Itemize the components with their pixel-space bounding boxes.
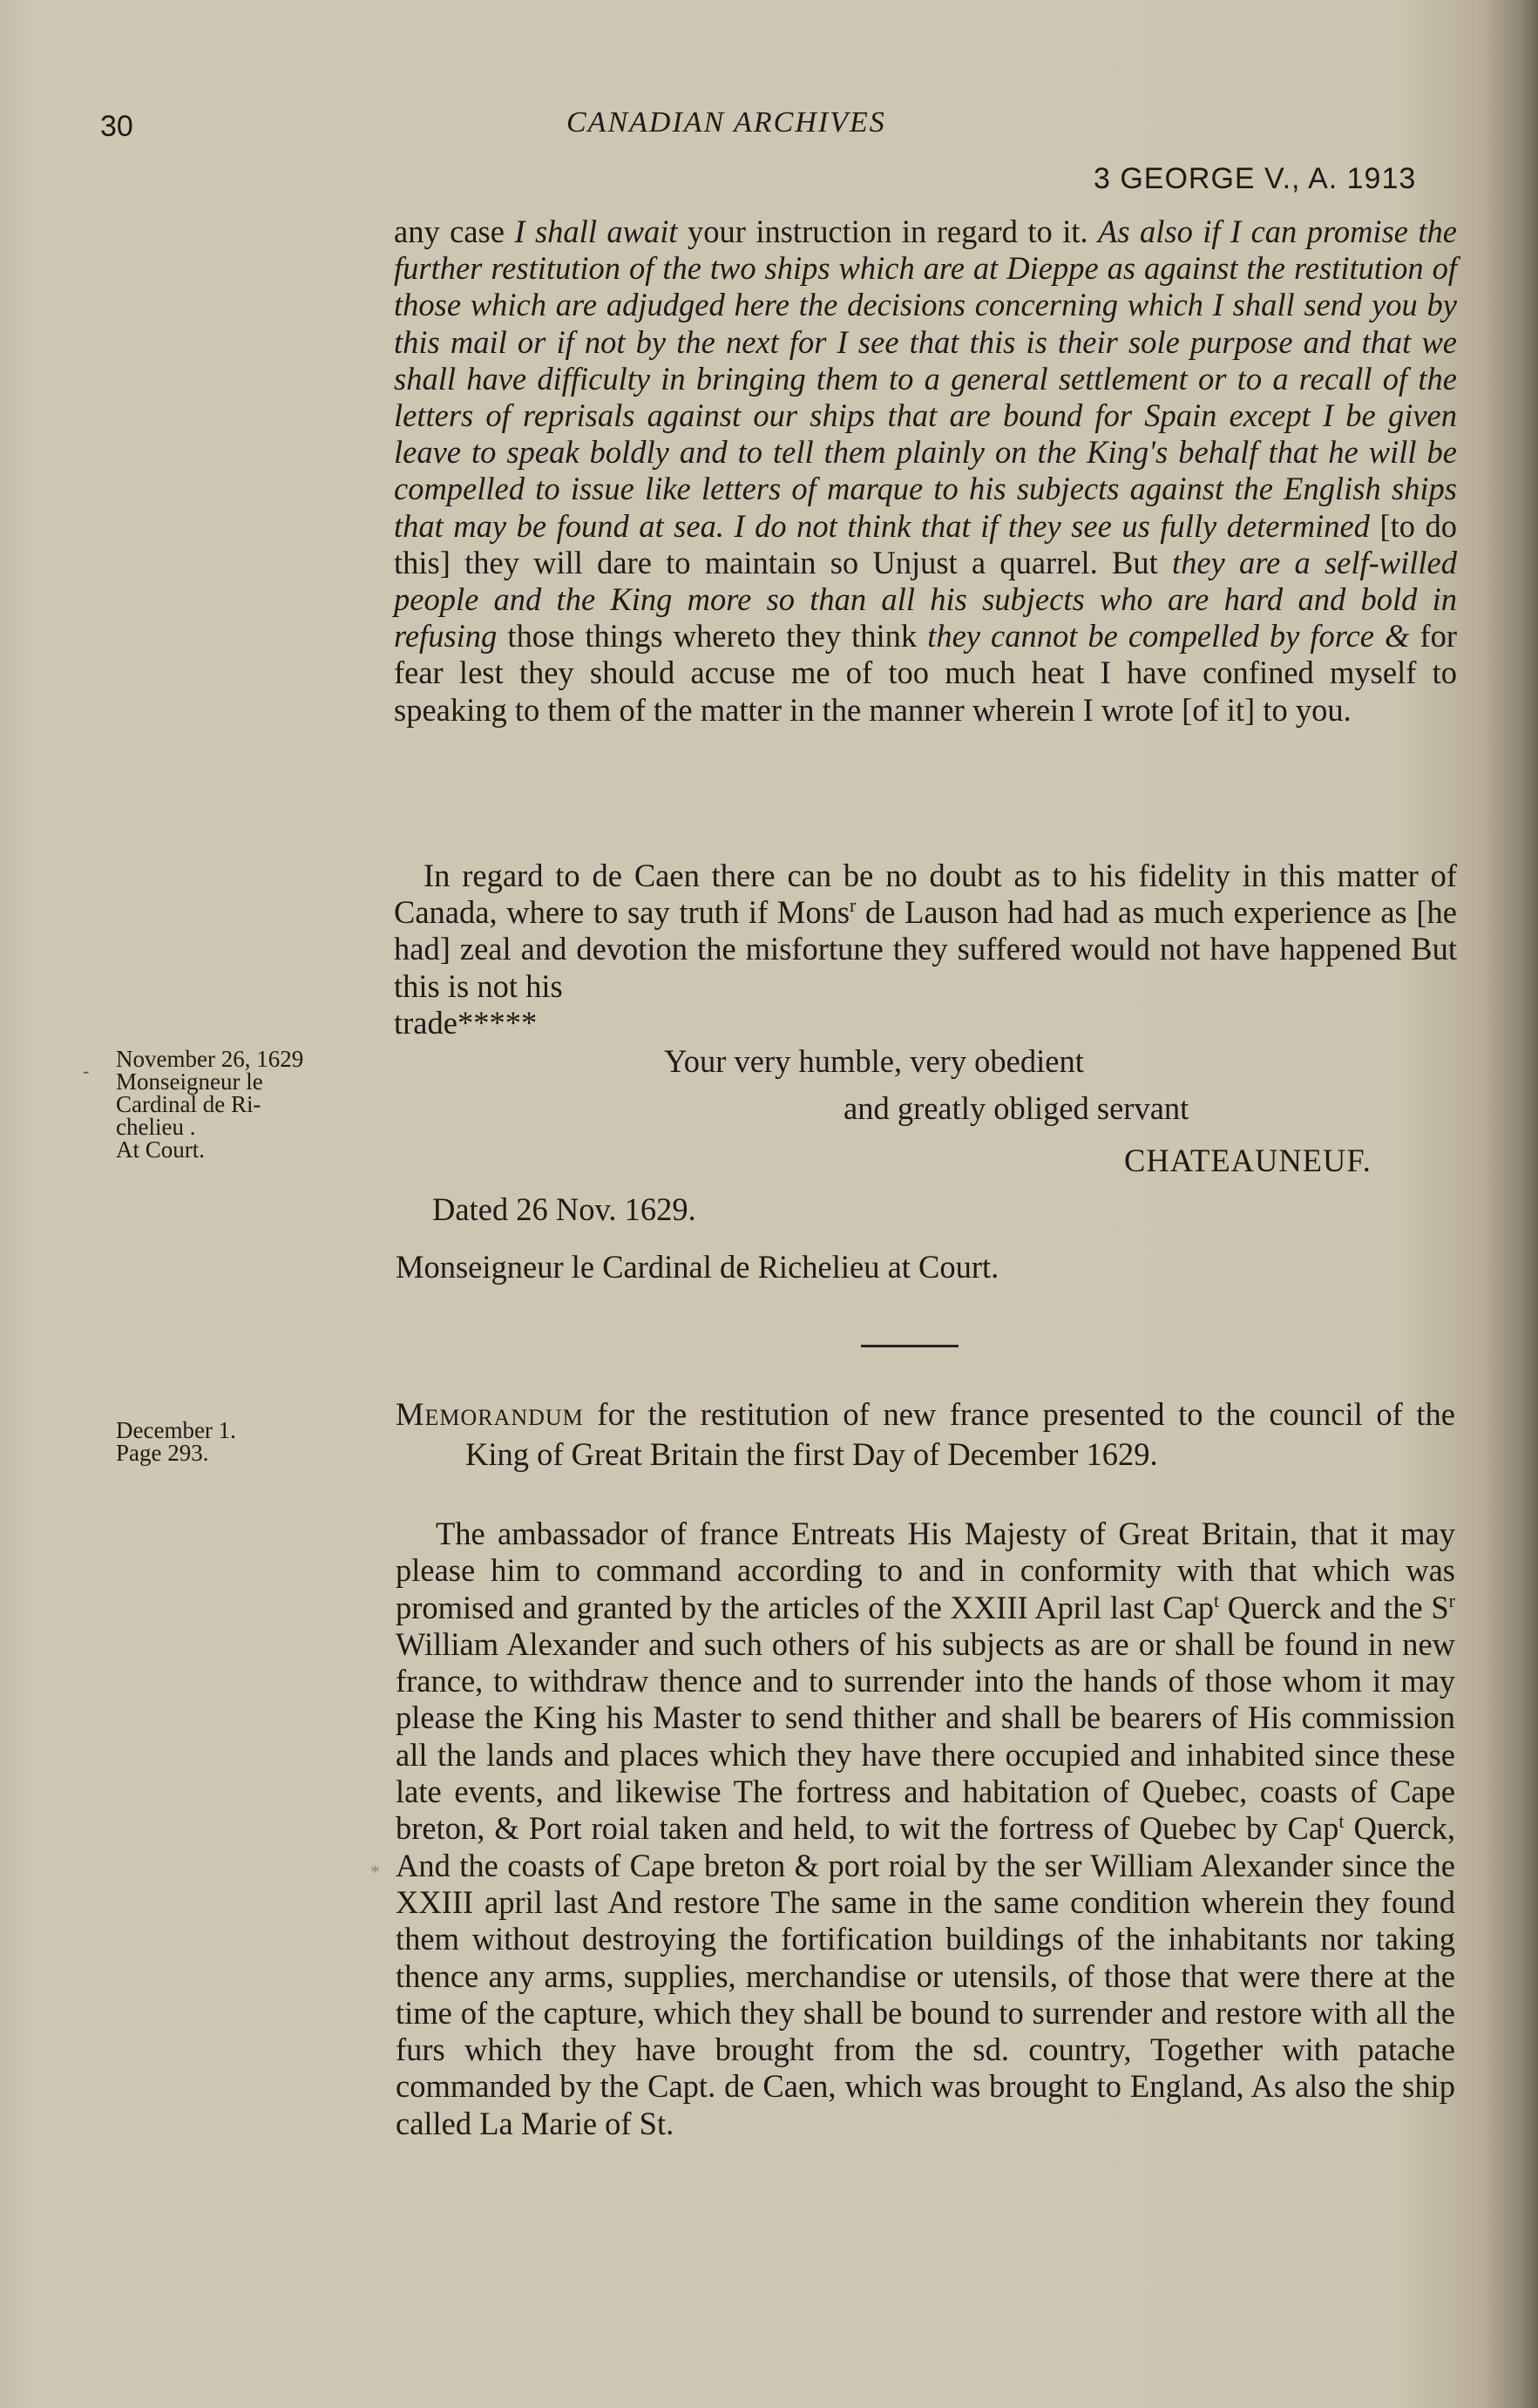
memo-text-2: Querck and the S (1219, 1589, 1449, 1625)
memorandum-heading (396, 1394, 1455, 1475)
closing-line-2: and greatly obliged servant (844, 1090, 1189, 1126)
paragraph-2-text-b: de Lauson had had as much experience as [he had] zeal and devotion the misfortune they suffered would not have happened But this is not his (394, 894, 1457, 1004)
memo-text-3: William Alexander and such others of his subjects as are or shall be found in new france, to withdraw thence and to surrender into the hands of those whom it may please the King his Master to send thither and shall be bearers of His commission all the lands and places which they have there occupied and inhabited since these late events, and likewise The fortress and habitation of Quebec, coasts of Cape breton, & Port roial taken and held, to wit the fortress of Quebec by Cap (396, 1625, 1455, 1847)
roman-text-run: for fear lest they should accuse me of too much heat I have confined myself to speaking to them of the matter in the manner wherein I wrote [of it] to you. (394, 618, 1458, 728)
memo-text-4: Querck, And the coasts of Cape breton & port roial by the ser William Alexander since the XXIII april last And restore The same in the same condition wherein they found them without destroying the fortification buildings of the inhabitants nor taking thence any arms, supplies, merchandise or utensils, of those that were there at the time of the capture, which they shall be bound to surrender and restore with all the furs which they have brought from the sd. country, Together with patache commanded by the Capt. de Caen, which was brought to England, As also the ship called La Marie of St. (396, 1810, 1456, 2141)
superscript-t: t (1214, 1589, 1220, 1611)
letter-paragraph-2 (394, 858, 1457, 1041)
margin-tick-mark: ‑ (83, 1060, 90, 1082)
margin-note-november (116, 1048, 377, 1161)
italic-text-run: they cannot be compelled by force & (927, 618, 1410, 655)
roman-text-run: your instruction in regard to it. (677, 214, 1099, 249)
dated-line: Dated 26 Nov. 1629. (432, 1191, 696, 1227)
italic-text-run: I shall await (514, 214, 678, 249)
memorandum-label: Memorandum (396, 1396, 584, 1432)
margin-note-december (116, 1419, 342, 1464)
italic-text-run: they are a self-willed people and the King more so than all his subjects who are hard and bold in refusing (394, 544, 1458, 655)
margin-note-line: Monseigneur le (116, 1068, 263, 1095)
memo-text-1: The ambassador of france Entreats His Majesty of Great Britain, that it may please him to command according to and in conformity with that which was promised and granted by the articles of the XXIII April last Cap (396, 1516, 1455, 1625)
session-reference: 3 GEORGE V., A. 1913 (1094, 162, 1417, 195)
paragraph-2-text-a: In regard to de Caen there can be no doubt as to his fidelity in this matter of Canada, where to say truth if Mons (394, 858, 1457, 931)
memorandum-body (396, 1516, 1455, 2142)
section-divider (861, 1345, 959, 1347)
address-line: Monseigneur le Cardinal de Richelieu at Court. (396, 1249, 999, 1285)
paragraph-2-trade: trade***** (394, 1004, 538, 1041)
margin-note-line: December 1. (116, 1417, 236, 1443)
margin-note-line: November 26, 1629 (116, 1046, 304, 1072)
memorandum-heading-text: for the restitution of new france presented to the council of the King of Great Britain the first Day of December 1629. (465, 1396, 1455, 1472)
italic-text-run: As also if I can promise the further restitution of the two ships which are at Dieppe as against the restitution of those which are adjudged here the decisions concerning which I shall send you by this mail or if not by the next for I see that this is their sole purpose and that we shall have difficulty in bringing them to a general settlement or to a recall of the letters of reprisals against our ships that are bound for Spain except I be given leave to speak boldly and to tell them plainly on the King's behalf that he will be compelled to issue like letters of marque to his subjects against the English ships that may be found at sea. I do not think that if they see us fully determined (394, 214, 1457, 544)
letter-paragraph-1 (394, 214, 1457, 729)
margin-note-line: Cardinal de Ri- (116, 1091, 261, 1117)
margin-note-line: chelieu . (116, 1114, 196, 1140)
roman-text-run: any case (394, 214, 515, 249)
superscript-r: r (850, 894, 857, 917)
margin-note-line: At Court. (116, 1136, 206, 1163)
superscript-t: t (1338, 1810, 1345, 1833)
paper-blemish: * (370, 1861, 380, 1882)
signature: CHATEAUNEUF. (1124, 1143, 1372, 1178)
margin-note-line: Page 293. (116, 1440, 209, 1466)
closing-line-1: Your very humble, very obedient (664, 1043, 1084, 1079)
superscript-r: r (1448, 1589, 1455, 1611)
roman-text-run: [to do this] they will dare to maintain so Unjust a quarrel. But (394, 507, 1458, 580)
page-number: 30 (100, 110, 133, 143)
running-title: CANADIAN ARCHIVES (566, 106, 886, 139)
roman-text-run: those things whereto they think (497, 618, 928, 655)
